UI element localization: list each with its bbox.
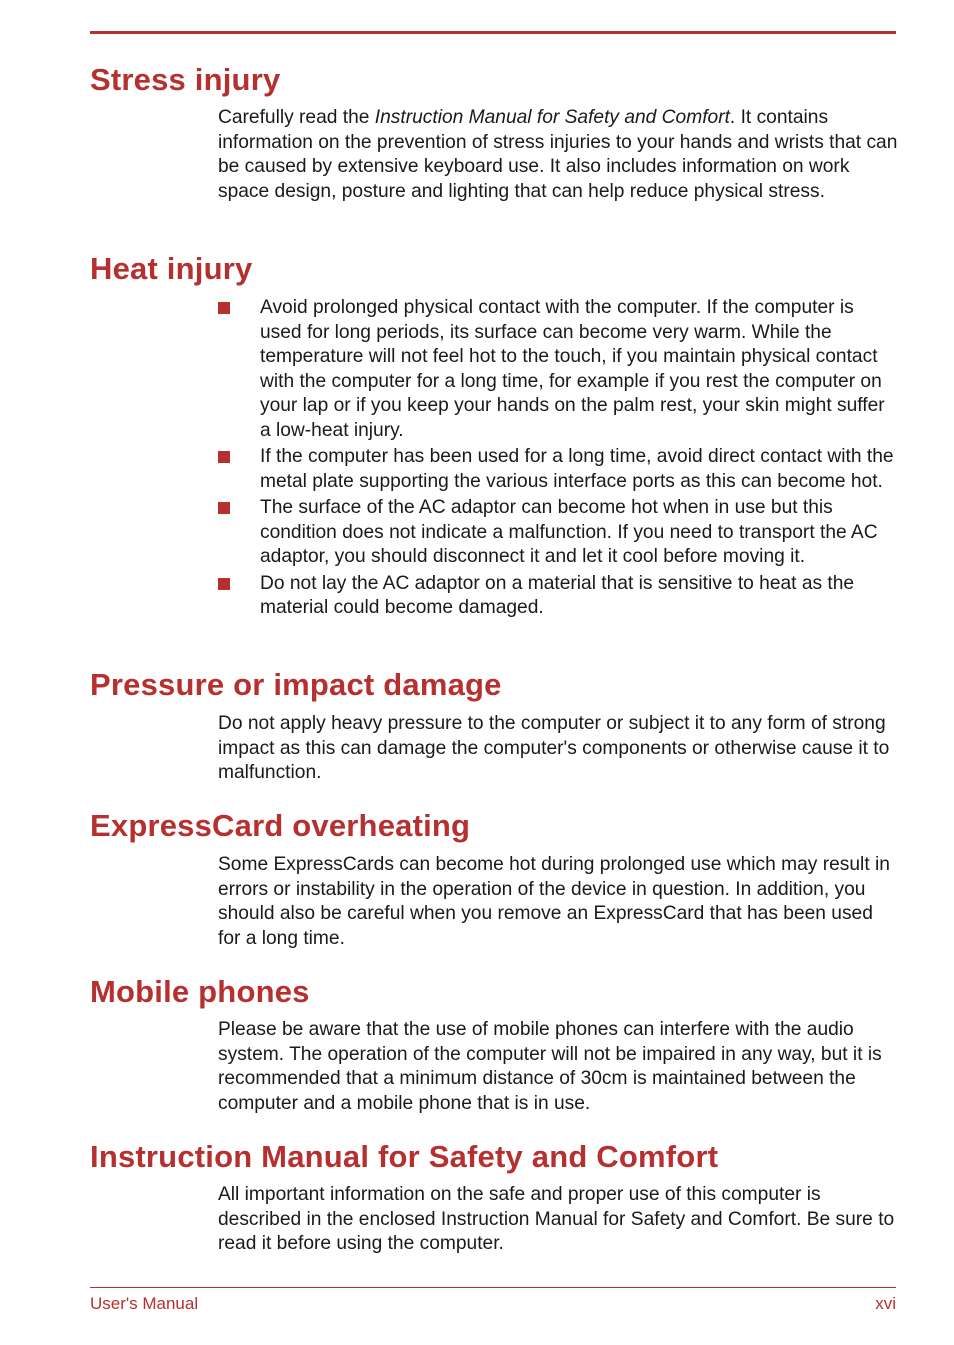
paragraph-stress-injury <box>218 106 898 204</box>
square-bullet-icon <box>218 502 230 514</box>
heading-mobile-phones: Mobile phones <box>90 974 310 1009</box>
heading-stress-injury: Stress injury <box>90 62 281 97</box>
list-item <box>218 496 898 570</box>
list-item-text: The surface of the AC adaptor can become hot when in use but this condition does not indicate a malfunction. If you need to transport the AC adaptor, you should disconnect it and let it cool before moving it. <box>260 497 878 567</box>
footer-page-number: xvi <box>875 1294 896 1313</box>
list-item <box>218 445 898 494</box>
list-item <box>218 572 898 621</box>
heading-instruction-manual: Instruction Manual for Safety and Comfort <box>90 1139 719 1174</box>
heading-pressure-damage: Pressure or impact damage <box>90 667 502 702</box>
paragraph-expresscard-overheating: Some ExpressCards can become hot during prolonged use which may result in errors or instability in the operation of the device in question. In addition, you should also be careful when you remove an ExpressCard that has been used for a long time. <box>218 854 890 949</box>
list-item-text: Do not lay the AC adaptor on a material that is sensitive to heat as the material could become damaged. <box>260 572 855 618</box>
paragraph-pressure-damage: Do not apply heavy pressure to the computer or subject it to any form of strong impact as this can damage the computer's components or otherwise cause it to malfunction. <box>218 713 890 783</box>
bottom-divider <box>90 1287 896 1288</box>
list-item-text: Avoid prolonged physical contact with the computer. If the computer is used for long periods, its surface can become very warm. While the temperature will not feel hot to the touch, if you maintain physical contact with the computer for a long time, for example if you rest the computer on your lap or if you keep your hands on the palm rest, your skin might suffer a low-heat injury. <box>260 297 885 441</box>
manual-title-italic: Instruction Manual for Safety and Comfort <box>374 107 730 128</box>
top-divider <box>90 31 896 34</box>
heading-expresscard-overheating: ExpressCard overheating <box>90 808 471 843</box>
stress-text-after: . It contains information on the prevention of stress injuries to your hands and wrists that can be caused by extensive keyboard use. It also includes information on work space design, posture and lighting that can help reduce physical stress. <box>218 107 898 202</box>
square-bullet-icon <box>218 451 230 463</box>
stress-text-before: Carefully read the <box>218 107 375 128</box>
heading-heat-injury: Heat injury <box>90 251 253 286</box>
square-bullet-icon <box>218 578 230 590</box>
footer-manual-title: User's Manual <box>90 1294 199 1313</box>
heat-injury-list <box>218 296 898 621</box>
paragraph-instruction-manual: All important information on the safe and proper use of this computer is described in the enclosed Instruction Manual for Safety and Comfort. Be sure to read it before using the computer. <box>218 1184 895 1254</box>
paragraph-mobile-phones: Please be aware that the use of mobile phones can interfere with the audio system. The operation of the computer will not be impaired in any way, but it is recommended that a minimum distance of 30cm is maintained between the computer and a mobile phone that is in use. <box>218 1019 882 1114</box>
square-bullet-icon <box>218 302 230 314</box>
list-item <box>218 296 898 443</box>
list-item-text: If the computer has been used for a long time, avoid direct contact with the metal plate supporting the various interface ports as this can become hot. <box>260 446 894 492</box>
